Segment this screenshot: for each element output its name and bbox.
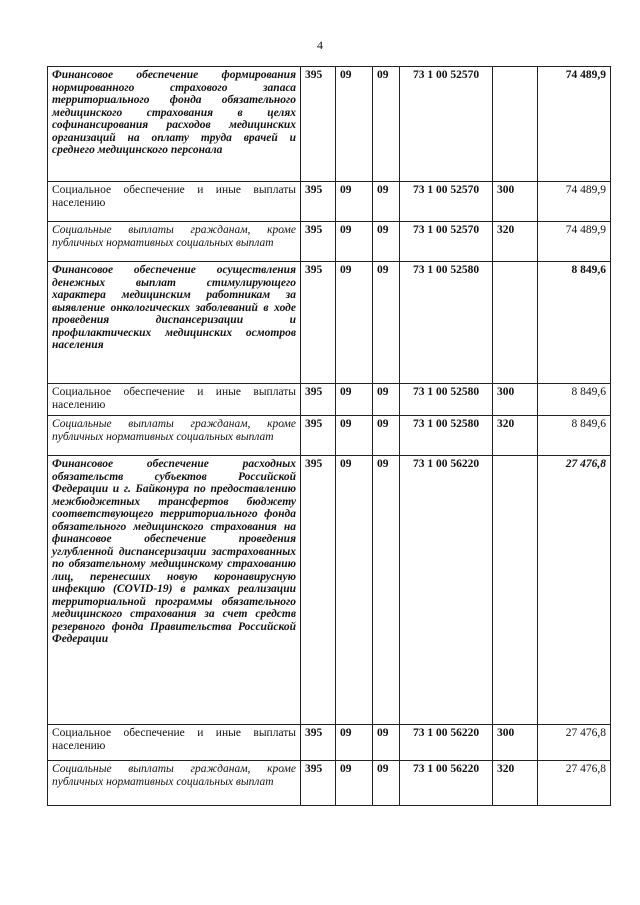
row-name: Финансовое обеспечение формирования нормированного страхового запаса территориального фонда обязательного медицинского страхования в целях софинансирования расходов медицинских организаций на оплату труда врачей и среднего медицинского персонала bbox=[48, 67, 301, 182]
row-amount: 27 476,8 bbox=[538, 456, 611, 725]
row-name: Социальное обеспечение и иные выплаты населению bbox=[48, 725, 301, 761]
row-subsection-code: 09 bbox=[373, 67, 400, 182]
row-ministry-code: 395 bbox=[301, 67, 336, 182]
row-section-code: 09 bbox=[336, 67, 373, 182]
row-expense-type: 300 bbox=[493, 725, 538, 761]
row-ministry-code: 395 bbox=[301, 384, 336, 416]
row-expense-type bbox=[493, 67, 538, 182]
row-section-code: 09 bbox=[336, 384, 373, 416]
row-amount: 74 489,9 bbox=[538, 222, 611, 262]
row-ministry-code: 395 bbox=[301, 262, 336, 384]
table-row bbox=[48, 725, 611, 761]
table-row bbox=[48, 384, 611, 416]
table-body bbox=[48, 67, 611, 806]
row-amount: 8 849,6 bbox=[538, 384, 611, 416]
row-subsection-code: 09 bbox=[373, 456, 400, 725]
budget-table bbox=[47, 66, 611, 806]
table-row bbox=[48, 416, 611, 456]
row-target-article: 73 1 00 56220 bbox=[400, 725, 493, 761]
row-ministry-code: 395 bbox=[301, 725, 336, 761]
table-row bbox=[48, 67, 611, 182]
row-section-code: 09 bbox=[336, 725, 373, 761]
row-subsection-code: 09 bbox=[373, 182, 400, 222]
row-subsection-code: 09 bbox=[373, 262, 400, 384]
row-section-code: 09 bbox=[336, 761, 373, 806]
row-name: Социальное обеспечение и иные выплаты населению bbox=[48, 182, 301, 222]
table-row bbox=[48, 182, 611, 222]
row-target-article: 73 1 00 52580 bbox=[400, 416, 493, 456]
row-target-article: 73 1 00 52570 bbox=[400, 67, 493, 182]
row-name: Финансовое обеспечение расходных обязательств субъектов Российской Федерации и г. Байконура по предоставлению межбюджетных трансфертов бюджету соответствующего территориального фонда обязательного медицинского страхования на финансовое обеспечение проведения углубленной диспансеризации застрахованных по обязательному медицинскому страхованию лиц, перенесших новую коронавирусную инфекцию (COVID-19) в рамках реализации территориальной программы обязательного медицинского страхования за счет средств резервного фонда Правительства Российской Федерации bbox=[48, 456, 301, 725]
row-expense-type: 320 bbox=[493, 761, 538, 806]
row-expense-type: 300 bbox=[493, 384, 538, 416]
row-amount: 27 476,8 bbox=[538, 725, 611, 761]
row-amount: 74 489,9 bbox=[538, 67, 611, 182]
row-name: Финансовое обеспечение осуществления денежных выплат стимулирующего характера медицинским работникам за выявление онкологических заболеваний в ходе проведения диспансеризации и профилактических медицинских осмотров населения bbox=[48, 262, 301, 384]
row-target-article: 73 1 00 56220 bbox=[400, 456, 493, 725]
row-section-code: 09 bbox=[336, 182, 373, 222]
row-section-code: 09 bbox=[336, 456, 373, 725]
row-amount: 8 849,6 bbox=[538, 262, 611, 384]
row-amount: 8 849,6 bbox=[538, 416, 611, 456]
row-expense-type bbox=[493, 262, 538, 384]
row-section-code: 09 bbox=[336, 262, 373, 384]
row-subsection-code: 09 bbox=[373, 725, 400, 761]
row-subsection-code: 09 bbox=[373, 384, 400, 416]
row-expense-type: 320 bbox=[493, 416, 538, 456]
page-number: 4 bbox=[317, 38, 323, 52]
row-name: Социальные выплаты гражданам, кроме публичных нормативных социальных выплат bbox=[48, 761, 301, 806]
row-expense-type: 300 bbox=[493, 182, 538, 222]
row-ministry-code: 395 bbox=[301, 416, 336, 456]
row-section-code: 09 bbox=[336, 222, 373, 262]
row-amount: 27 476,8 bbox=[538, 761, 611, 806]
table-row bbox=[48, 222, 611, 262]
row-name: Социальные выплаты гражданам, кроме публичных нормативных социальных выплат bbox=[48, 416, 301, 456]
table-row bbox=[48, 456, 611, 725]
row-target-article: 73 1 00 52580 bbox=[400, 384, 493, 416]
row-ministry-code: 395 bbox=[301, 222, 336, 262]
row-ministry-code: 395 bbox=[301, 456, 336, 725]
row-expense-type bbox=[493, 456, 538, 725]
row-ministry-code: 395 bbox=[301, 182, 336, 222]
table-row bbox=[48, 262, 611, 384]
row-ministry-code: 395 bbox=[301, 761, 336, 806]
row-expense-type: 320 bbox=[493, 222, 538, 262]
row-name: Социальное обеспечение и иные выплаты населению bbox=[48, 384, 301, 416]
table-row bbox=[48, 761, 611, 806]
row-target-article: 73 1 00 52580 bbox=[400, 262, 493, 384]
row-subsection-code: 09 bbox=[373, 416, 400, 456]
row-subsection-code: 09 bbox=[373, 222, 400, 262]
row-section-code: 09 bbox=[336, 416, 373, 456]
row-target-article: 73 1 00 52570 bbox=[400, 182, 493, 222]
row-target-article: 73 1 00 56220 bbox=[400, 761, 493, 806]
row-subsection-code: 09 bbox=[373, 761, 400, 806]
row-amount: 74 489,9 bbox=[538, 182, 611, 222]
row-name: Социальные выплаты гражданам, кроме публичных нормативных социальных выплат bbox=[48, 222, 301, 262]
row-target-article: 73 1 00 52570 bbox=[400, 222, 493, 262]
